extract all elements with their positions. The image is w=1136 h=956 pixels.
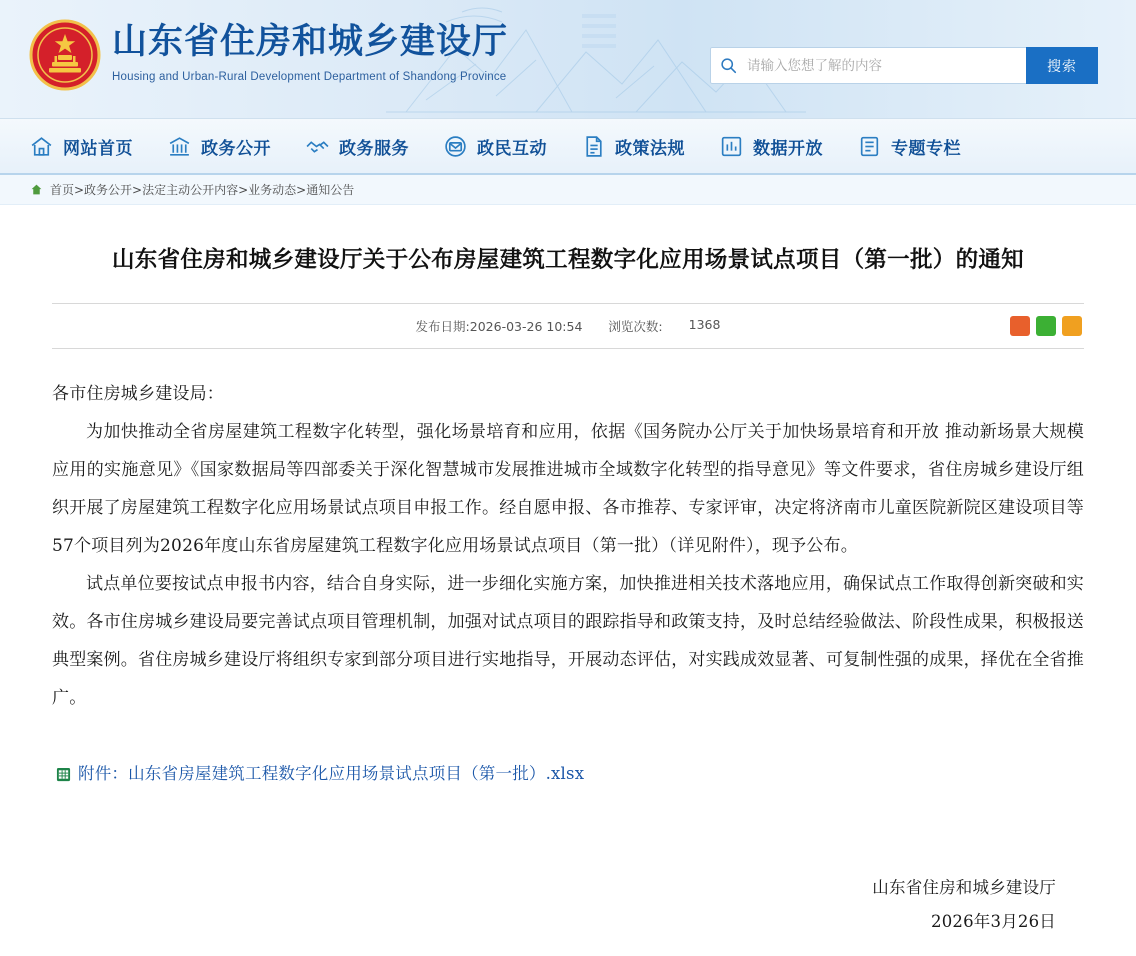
search-button[interactable]: 搜索 (1026, 47, 1098, 84)
site-title-cn: 山东省住房和城乡建设厅 (112, 22, 509, 62)
chart-icon (719, 134, 744, 159)
search-icon (720, 57, 737, 74)
handshake-icon (305, 134, 330, 159)
nav-item-government-service[interactable] (288, 134, 426, 159)
article (0, 205, 1136, 939)
attachment-row[interactable] (52, 755, 1084, 793)
share-icon-group (1010, 316, 1082, 336)
weibo-share-icon[interactable] (1010, 316, 1030, 336)
publish-date: 发布日期:2026-03-26 10:54 (415, 319, 583, 334)
site-header (0, 0, 1136, 119)
home-icon (30, 183, 43, 196)
home-icon (29, 134, 54, 159)
signature-date: 2026年3月26日 (931, 912, 1056, 931)
search-box[interactable] (710, 47, 1098, 84)
nav-item-public-interaction[interactable] (426, 134, 564, 159)
view-count-group (608, 317, 720, 335)
attachment-link[interactable]: 附件：山东省房屋建筑工程数字化应用场景试点项目（第一批）.xlsx (78, 764, 585, 783)
nav-label: 政务公开 (201, 138, 271, 159)
nav-label: 政民互动 (477, 138, 547, 159)
views-count: 1368 (688, 317, 721, 332)
column-icon (857, 134, 882, 159)
breadcrumb-text[interactable]: 首页>政务公开>法定主动公开内容>业务动态>通知公告 (50, 183, 355, 197)
search-field[interactable] (710, 47, 1026, 84)
article-paragraph: 为加快推动全省房屋建筑工程数字化转型，强化场景培育和应用，依据《国务院办公厅关于加快场景培育和开放 推动新场景大规模应用的实施意见》《国家数据局等四部委关于深化智慧城市发展推进城市全域数字化转型的指导意见》等文件要求，省住房城乡建设厅组织开展了房屋建筑工程数字化应用场景试点项目申报工作。经自愿申报、各市推荐、专家评审，决定将济南市儿童医院新院区建设项目等57个项目列为2026年度山东省房屋建筑工程数字化应用场景试点项目（第一批）（详见附件），现予公布。 (52, 422, 1084, 556)
breadcrumb (0, 175, 1136, 205)
document-icon (581, 134, 606, 159)
xls-file-icon (56, 767, 71, 782)
nav-label: 专题专栏 (891, 138, 961, 159)
message-icon (443, 134, 468, 159)
nav-item-policy-regulation[interactable] (564, 134, 702, 159)
nav-label: 政务服务 (339, 138, 409, 159)
bank-icon (167, 134, 192, 159)
nav-item-home[interactable] (12, 134, 150, 159)
site-title-en: Housing and Urban-Rural Development Department of Shandong Province (112, 71, 507, 83)
signature-block (52, 871, 1084, 939)
views-label: 浏览次数: (608, 319, 663, 334)
nav-item-open-data[interactable] (702, 134, 840, 159)
nav-item-government-affairs[interactable] (150, 134, 288, 159)
article-body (52, 349, 1084, 939)
article-paragraph: 各市住房城乡建设局： (52, 384, 224, 404)
page-title: 山东省住房和城乡建设厅关于公布房屋建筑工程数字化应用场景试点项目（第一批）的通知 (111, 247, 1024, 273)
meta-group (416, 317, 721, 335)
nav-label: 政策法规 (615, 138, 685, 159)
site-title-block (112, 20, 508, 83)
nav-item-special-column[interactable] (840, 134, 978, 159)
nav-label: 数据开放 (753, 138, 823, 159)
wechat-share-icon[interactable] (1036, 316, 1056, 336)
national-emblem-icon (28, 18, 102, 92)
signature-organization: 山东省住房和城乡建设厅 (872, 878, 1056, 897)
favorite-share-icon[interactable] (1062, 316, 1082, 336)
nav-label: 网站首页 (63, 138, 133, 159)
article-meta-bar (52, 303, 1084, 349)
search-input[interactable] (745, 57, 1020, 75)
article-paragraph: 试点单位要按试点申报书内容，结合自身实际，进一步细化实施方案，加快推进相关技术落地应用，确保试点工作取得创新突破和实效。各市住房城乡建设局要完善试点项目管理机制，加强对试点项目的跟踪指导和政策支持，及时总结经验做法、阶段性成果，积极报送典型案例。省住房城乡建设厅将组织专家到部分项目进行实地指导，开展动态评估，对实践成效显著、可复制性强的成果，择优在全省推广。 (52, 574, 1084, 708)
main-navigation (0, 119, 1136, 175)
